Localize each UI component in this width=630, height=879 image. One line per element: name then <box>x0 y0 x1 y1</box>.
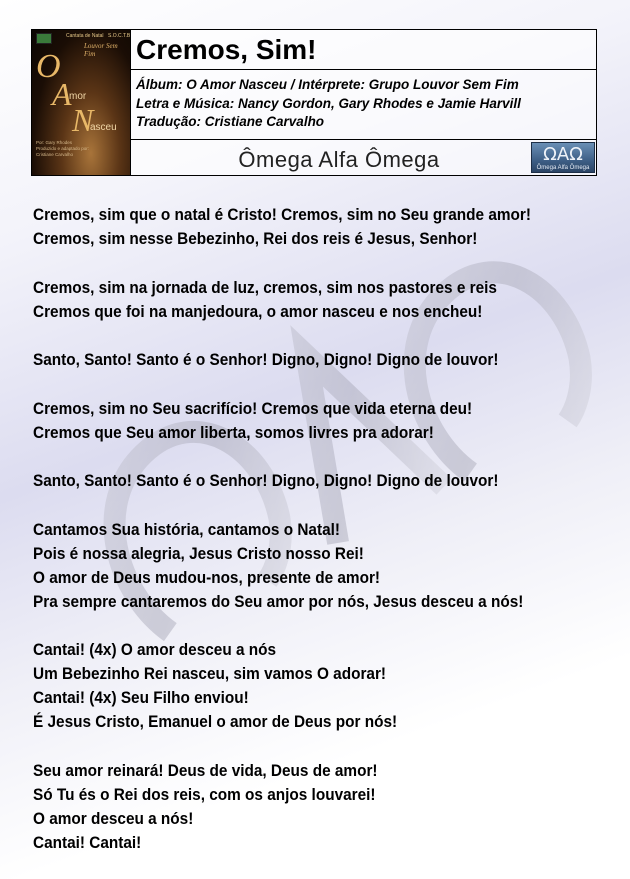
flag-icon <box>36 33 52 44</box>
lyric-stanza <box>33 638 613 734</box>
lyric-line: O amor de Deus mudou-nos, presente de amor! <box>33 568 381 587</box>
lyric-stanza <box>33 759 613 855</box>
logo-glyph: ΩAΩ <box>543 144 583 165</box>
lyric-line: Cremos, sim no Seu sacrifício! Cremos que vida eterna deu! <box>33 399 473 418</box>
lyric-line: Cantai! Cantai! <box>33 833 142 852</box>
lyric-line: Cantamos Sua história, cantamos o Natal! <box>33 520 340 539</box>
translation-info-line: Tradução: Cristiane Carvalho <box>136 114 325 129</box>
cover-title-amor-initial: A <box>52 76 72 112</box>
lyric-line: Só Tu és o Rei dos reis, com os anjos louvarei! <box>33 785 376 804</box>
lyric-stanza <box>33 276 613 324</box>
omega-alpha-omega-logo <box>531 142 595 173</box>
brand-box <box>131 140 597 176</box>
lyric-stanza <box>33 397 613 445</box>
song-title: Cremos, Sim! <box>136 34 317 65</box>
cover-credits <box>36 140 89 158</box>
lyric-line: Pois é nossa alegria, Jesus Cristo nosso Rei! <box>33 544 364 563</box>
lyric-line: Santo, Santo! Santo é o Senhor! Digno, Digno! Digno de louvor! <box>33 351 499 369</box>
lyric-line: Cremos que Seu amor liberta, somos livres pra adorar! <box>33 423 434 442</box>
authors-info-line: Letra e Música: Nancy Gordon, Gary Rhodes e Jamie Harvill <box>136 95 521 111</box>
lyric-line: Santo, Santo! Santo é o Senhor! Digno, Digno! Digno de louvor! <box>33 472 499 490</box>
album-info-line: Álbum: O Amor Nasceu / Intérprete: Grupo Louvor Sem Fim <box>136 77 519 92</box>
cover-title-o: O <box>36 48 61 85</box>
lyric-line: Cremos, sim nesse Bebezinho, Rei dos reis é Jesus, Senhor! <box>33 230 478 248</box>
lyric-line: Cremos, sim que o natal é Cristo! Cremos, sim no Seu grande amor! <box>33 206 531 224</box>
cover-title-amor-rest: mor <box>69 91 87 102</box>
lyric-line: Cantai! (4x) O amor desceu a nós <box>33 641 277 659</box>
lyric-line: Pra sempre cantaremos do Seu amor por nós, Jesus desceu a nós! <box>33 592 524 611</box>
cover-brand-label: Louvor Sem Fim <box>84 42 118 58</box>
lyric-line: Seu amor reinará! Deus de vida, Deus de amor! <box>33 761 378 780</box>
cover-title-nasceu-initial: N <box>72 102 94 138</box>
lyric-stanza <box>33 203 613 251</box>
song-info-box <box>131 70 597 140</box>
lyric-line: Cantai! (4x) Seu Filho enviou! <box>33 689 249 707</box>
lyric-line: Um Bebezinho Rei nasceu, sim vamos O adorar! <box>33 665 387 683</box>
cover-title-nasceu-rest: asceu <box>90 122 117 133</box>
cover-org-label: S.O.C.T.B <box>108 33 131 39</box>
title-box <box>131 29 597 70</box>
lyric-stanza <box>33 348 613 372</box>
cover-credit-line: Produzido e adaptado por: <box>36 146 90 151</box>
lyric-stanza <box>33 518 613 614</box>
lyric-line: Cremos, sim na jornada de luz, cremos, sim nos pastores e reis <box>33 278 497 297</box>
cover-cantata-label: Cantata de Natal <box>66 33 104 39</box>
song-header <box>31 29 597 176</box>
logo-caption: Ômega Alfa Ômega <box>536 165 590 171</box>
lyric-line: É Jesus Cristo, Emanuel o amor de Deus por nós! <box>33 713 398 731</box>
lyric-line: O amor desceu a nós! <box>33 809 194 828</box>
album-cover-image <box>31 29 131 176</box>
lyrics-body <box>33 203 613 879</box>
lyric-line: Cremos que foi na manjedoura, o amor nasceu e nos encheu! <box>33 302 483 321</box>
lyric-stanza <box>33 469 613 493</box>
brand-name: Ômega Alfa Ômega <box>238 147 440 172</box>
cover-credit-line: Por: Gary Rhodes <box>36 140 73 145</box>
cover-credit-line: Cristiane Carvalho <box>36 152 74 157</box>
